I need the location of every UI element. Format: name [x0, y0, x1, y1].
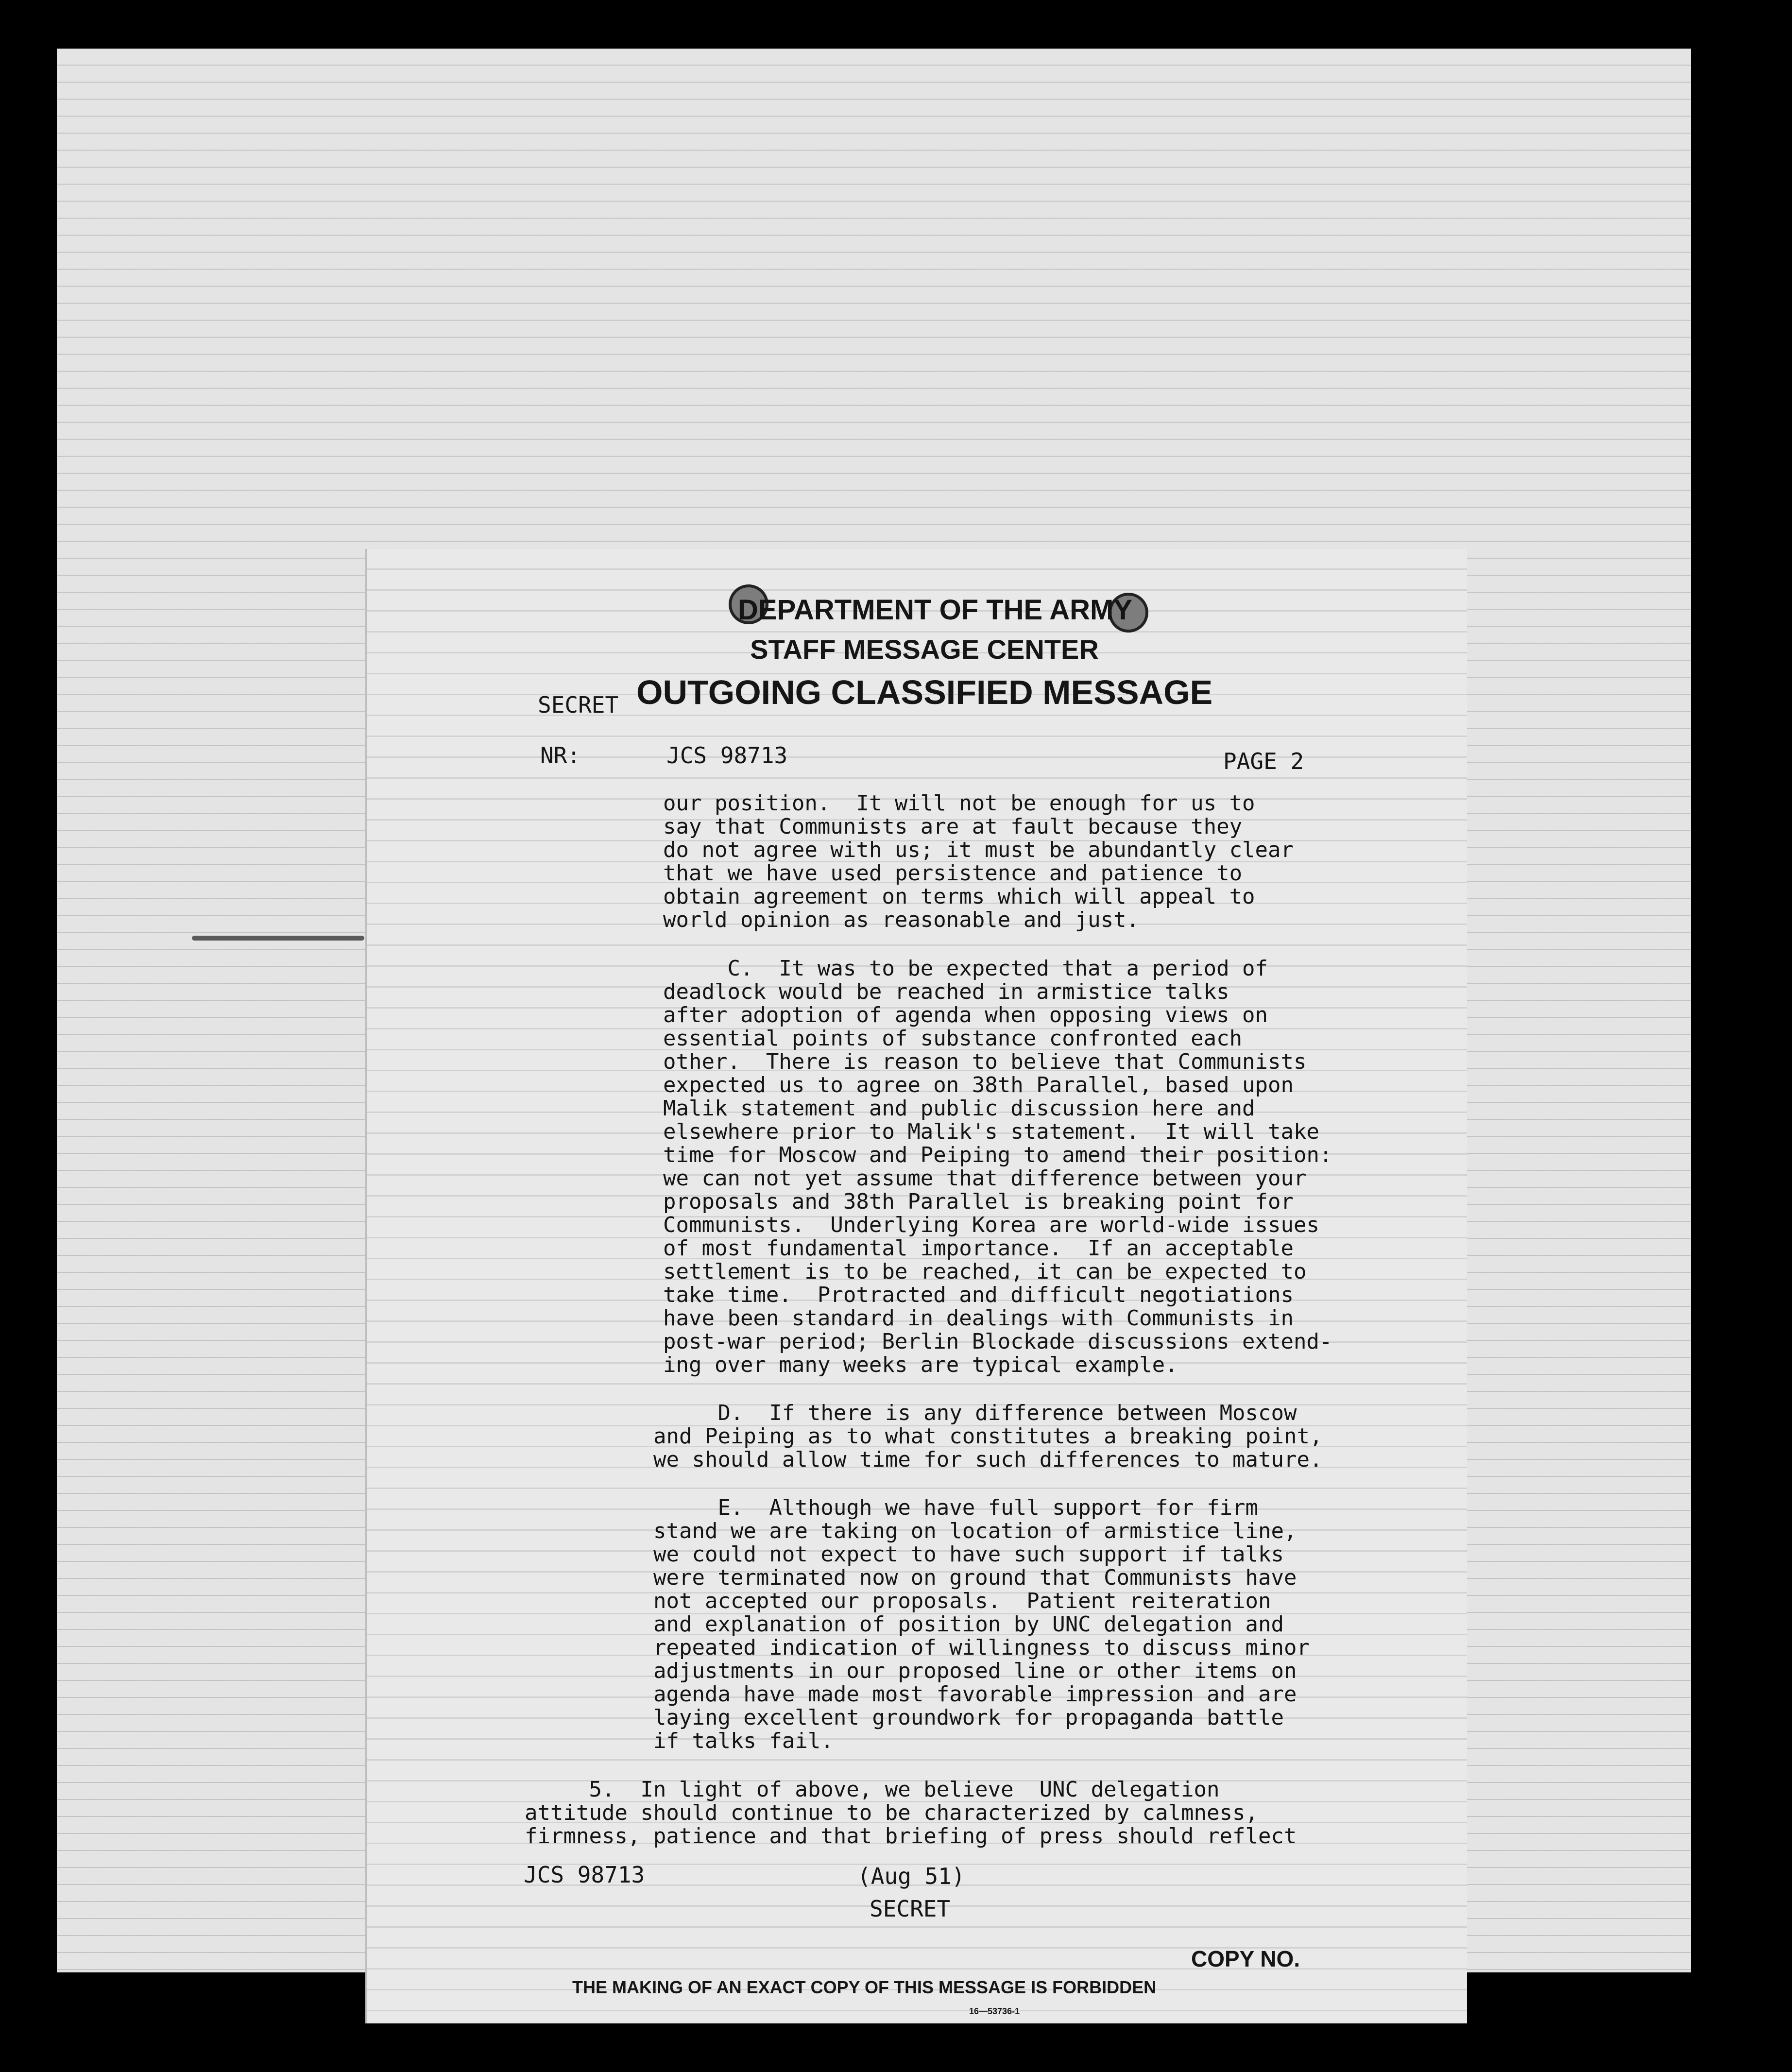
form-number: 16—53736-1 — [969, 2006, 1020, 2016]
message-number: JCS 98713 — [666, 742, 788, 769]
fold-smudge — [192, 936, 364, 941]
paragraph-c: C. It was to be expected that a period of deadlock would be reached in armistice talks after adoption of agenda when opposing views on essential points of substance confronted each other. There is reason to believe that Communists expected us to agree on 38th Parallel, based upon Malik statement and public discussion here and elsewhere prior to Malik's statement. It will take time for Moscow and Peiping to amend their position: we can not yet assume that difference between your proposals and 38th Parallel is breaking point for Communists. Underlying Korea are world-wide issues of most fundamental importance. If an acceptable settlement is to be reached, it can be expected to take time. Protracted and difficult negotiations have been standard in dealings with Communists in post-war period; Berlin Blockade discussions extend- ing over many weeks are typical example. — [663, 956, 1332, 1377]
footer-date: (Aug 51) — [857, 1863, 965, 1889]
nr-label: NR: — [540, 742, 581, 769]
opening-paragraph: our position. It will not be enough for us to say that Communists are at fault because they do not agree with us; it must be abundantly clear that we have used persistence and patience to obtain agreement on terms which will appeal to world opinion as reasonable and just. — [663, 791, 1294, 932]
copy-number-label: COPY NO. — [1191, 1946, 1300, 1971]
department-title: DEPARTMENT OF THE ARMY — [738, 594, 1132, 626]
paragraph-d: D. If there is any difference between Moscow and Peiping as to what constitutes a breaking point, we should allow time for such differences to mature. — [653, 1401, 1323, 1472]
footer-message-ref: JCS 98713 — [524, 1862, 645, 1888]
classification-secret-top: SECRET — [538, 692, 619, 718]
outgoing-message-title: OUTGOING CLASSIFIED MESSAGE — [636, 673, 1213, 711]
page-number: PAGE 2 — [1223, 748, 1304, 774]
background-page-right-edge — [1477, 49, 1691, 1972]
paragraph-e: E. Although we have full support for firm stand we are taking on location of armistice line, we could not expect to have such support if talks were terminated now on ground that Communists have not accepted our proposals. Patient reiteration and explanation of position by UNC delegation and repeated indication of willingness to discuss minor adjustments in our proposed line or other items on agenda have made most favorable impression and are laying excellent groundwork for propaganda battle if talks fail. — [653, 1495, 1310, 1753]
paragraph-5: 5. In light of above, we believe UNC delegation attitude should continue to be characterized by calmness, firmness, patience and that briefing of press should reflect — [525, 1777, 1297, 1849]
copy-warning: THE MAKING OF AN EXACT COPY OF THIS MESSAGE IS FORBIDDEN — [572, 1977, 1157, 1997]
message-center-title: STAFF MESSAGE CENTER — [750, 634, 1099, 665]
footer-classification: SECRET — [870, 1896, 951, 1922]
